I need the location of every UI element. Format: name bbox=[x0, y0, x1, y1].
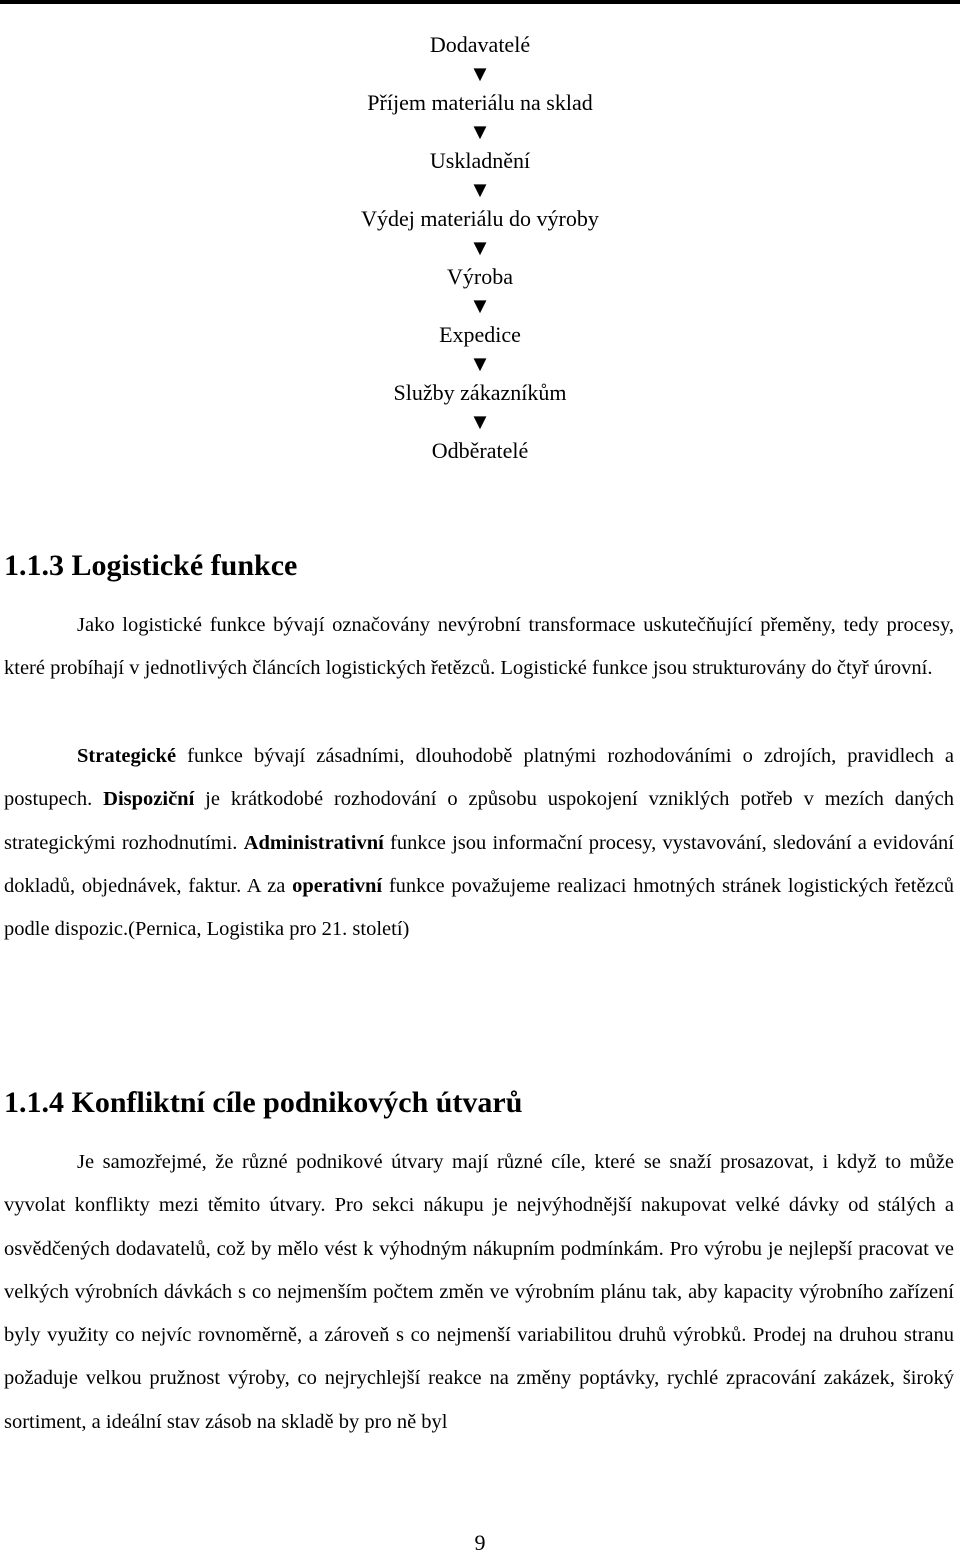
section-heading: 1.1.4 Konfliktní cíle podnikových útvarů bbox=[4, 1086, 523, 1119]
down-arrow-icon: ▼ bbox=[469, 351, 491, 376]
flow-step: Služby zákazníkům bbox=[393, 380, 567, 405]
paragraph-text: je krátkodobé rozhodování o způsobu uspokojení vzniklých potřeb v mezích daných strategickými rozhodnutími. bbox=[4, 788, 955, 854]
paragraph bbox=[4, 735, 954, 951]
paragraph-text: funkce považujeme realizaci hmotných stránek logistických řetězců podle dispozic.(Pernica, Logistika pro 21. století) bbox=[4, 874, 954, 941]
down-arrow-icon: ▼ bbox=[469, 61, 491, 86]
term-dispositional: Dispoziční bbox=[103, 788, 195, 811]
paragraph-text: Jako logistické funkce bývají označovány nevýrobní transformace uskutečňující přeměny, tedy procesy, které probíhají v jednotlivých článcích logistických řetězců. Logistické funkce jsou strukturovány do čtyř úrovní. bbox=[4, 614, 954, 680]
paragraph-text: Je samozřejmé, že různé podnikové útvary mají různé cíle, které se snaží prosazovat, i když to může vyvolat konflikty mezi těmito útvary. Pro sekci nákupu je nejvýhodnější nakupovat velké dávky od stálých a osvědčených dodavatelů, což by mělo vést k výhodným nákupním podmínkám. Pro výrobu je nejlepší pracovat ve velkých výrobních dávkách s co nejmenším počtem změn ve výrobním plánu tak, aby kapacity výrobního zařízení byly využity co nejvíc rovnoměrně, a zároveň s co nejmenší variabilitou druhů výrobků. Prodej na druhou stranu požaduje velkou pružnost výroby, co nejrychlejší reakce na změny poptávky, rychlé zpracování zakázek, široký sortiment, a ideální stav zásob na skladě by pro ně byl bbox=[4, 1151, 954, 1433]
flow-diagram bbox=[0, 30, 960, 466]
down-arrow-icon: ▼ bbox=[469, 293, 491, 318]
flow-step: Uskladnění bbox=[429, 148, 531, 173]
down-arrow-icon: ▼ bbox=[469, 119, 491, 144]
down-arrow-icon: ▼ bbox=[469, 177, 491, 202]
down-arrow-icon: ▼ bbox=[469, 235, 491, 260]
term-operative: operativní bbox=[292, 874, 383, 897]
section-heading: 1.1.3 Logistické funkce bbox=[4, 549, 298, 582]
paragraph bbox=[4, 604, 954, 691]
flow-step: Výroba bbox=[447, 264, 513, 289]
top-rule bbox=[0, 0, 960, 4]
flow-step: Dodavatelé bbox=[429, 32, 531, 57]
flow-step: Expedice bbox=[439, 322, 521, 347]
term-administrative: Administrativní bbox=[243, 831, 384, 854]
paragraph-text: funkce bývají zásadními, dlouhodobě platnými rozhodováními o zdrojích, pravidlech a postupech. bbox=[4, 745, 954, 811]
down-arrow-icon: ▼ bbox=[469, 409, 491, 434]
page-number: 9 bbox=[474, 1530, 486, 1555]
paragraph bbox=[4, 1141, 954, 1444]
paragraph-text: funkce jsou informační procesy, vystavování, sledování a evidování dokladů, objednávek, faktur. A za bbox=[4, 831, 954, 897]
term-strategic: Strategické bbox=[77, 745, 177, 767]
flow-step: Příjem materiálu na sklad bbox=[367, 90, 593, 115]
flow-step: Odběratelé bbox=[431, 438, 529, 463]
flow-step: Výdej materiálu do výroby bbox=[361, 206, 599, 231]
